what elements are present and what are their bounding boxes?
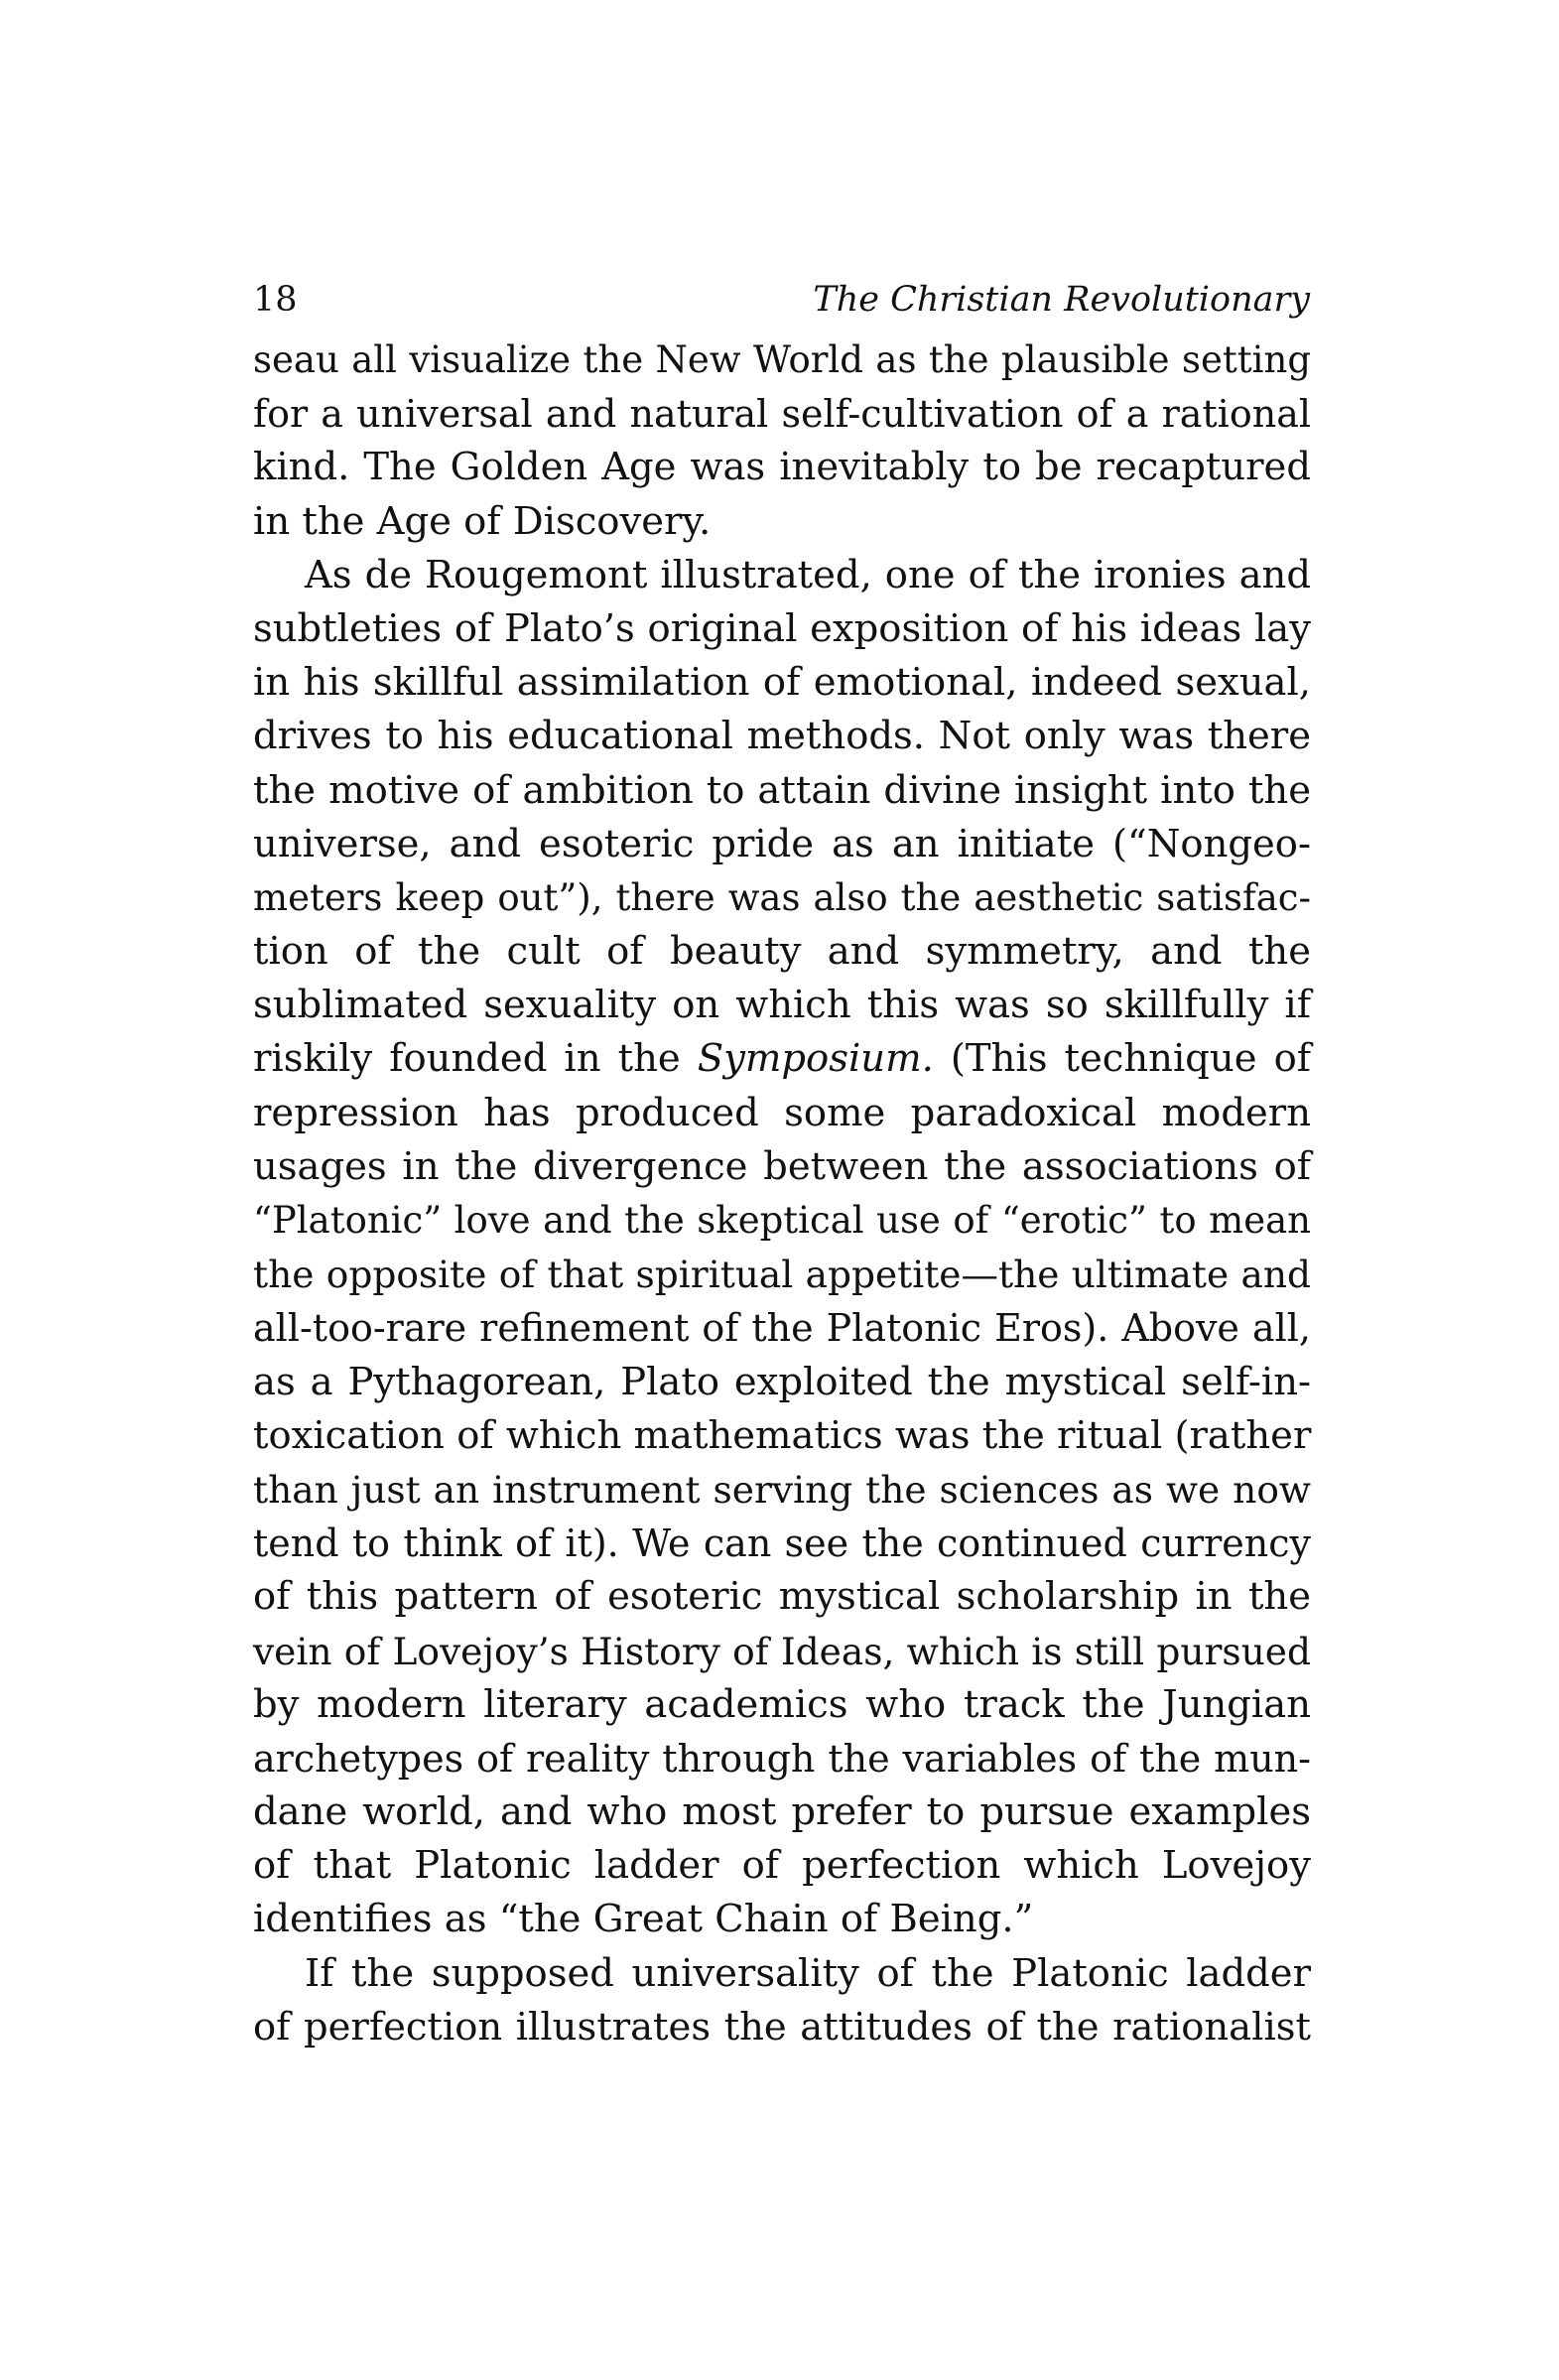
text-segment: seau all visualize the New World as the plausible setting — [253, 338, 1311, 381]
text-segment: meters keep out”), there was also the aesthetic satisfac- — [253, 875, 1311, 919]
text-line — [253, 1087, 1311, 1140]
text-line — [253, 495, 1311, 549]
text-line — [253, 441, 1311, 494]
text-line — [253, 710, 1311, 763]
text-line — [253, 818, 1311, 871]
text-line — [253, 1785, 1311, 1839]
text-segment: of this pattern of esoteric mystical scholarship in the — [253, 1574, 1311, 1620]
text-line — [253, 1032, 1311, 1086]
text-segment: drives to his educational methods. Not only was there — [253, 714, 1311, 759]
text-line — [253, 1248, 1311, 1301]
text-line — [253, 764, 1311, 818]
text-line — [253, 1140, 1311, 1194]
text-line — [253, 979, 1311, 1032]
text-segment: in his skillful assimilation of emotional, indeed sexual, — [253, 660, 1311, 706]
text-segment: identifies as “the Great Chain of Being.” — [253, 1897, 1034, 1942]
text-segment: by modern literary academics who track the Jungian — [253, 1681, 1311, 1727]
text-segment: the motive of ambition to attain divine insight into the — [253, 767, 1311, 813]
text-line — [253, 1839, 1311, 1893]
text-segment: tend to think of it). We can see the continued currency — [253, 1521, 1311, 1566]
text-line — [253, 1732, 1311, 1785]
text-line — [253, 1678, 1311, 1732]
text-line — [253, 387, 1311, 441]
text-line — [253, 549, 1311, 602]
text-segment: kind. The Golden Age was inevitably to be recaptured — [253, 445, 1311, 490]
text-line — [253, 1301, 1311, 1355]
text-line — [253, 1194, 1311, 1248]
text-line — [253, 1625, 1311, 1678]
text-segment: all-too-rare refinement of the Platonic Eros). Above all, — [253, 1306, 1311, 1351]
text-segment: If the supposed universality of the Platonic ladder — [305, 1950, 1311, 1996]
text-line — [253, 333, 1311, 387]
page-number: 18 — [253, 280, 298, 320]
text-line — [253, 656, 1311, 710]
text-segment: vein of Lovejoy’s History of Ideas, which is still pursued — [253, 1629, 1311, 1673]
text-segment: (This technique of — [933, 1036, 1312, 1082]
text-segment: the opposite of that spiritual appetite—the ultimate and — [253, 1253, 1311, 1297]
text-segment: toxication of which mathematics was the ritual (rather — [253, 1412, 1312, 1458]
text-segment: of that Platonic ladder of perfection which Lovejoy — [253, 1843, 1311, 1889]
text-segment: dane world, and who most prefer to pursue examples — [253, 1789, 1311, 1835]
text-segment: sublimated sexuality on which this was so skillfully if — [253, 983, 1311, 1028]
text-segment: universe, and esoteric pride as an initiate (“Nongeo- — [253, 821, 1311, 866]
text-segment: riskily founded in the — [253, 1036, 698, 1082]
text-line — [253, 1947, 1311, 2001]
text-line — [253, 602, 1311, 656]
text-line — [253, 925, 1311, 979]
text-line — [253, 871, 1311, 925]
text-segment: of perfection illustrates the attitudes of the rationalist — [253, 2004, 1311, 2049]
text-segment: As de Rougemont illustrated, one of the ironies and — [305, 552, 1311, 597]
text-line — [253, 2001, 1311, 2054]
text-segment: tion of the cult of beauty and symmetry, and the — [253, 929, 1311, 975]
running-title: The Christian Revolutionary — [813, 280, 1310, 320]
text-line — [253, 1570, 1311, 1624]
text-segment: for a universal and natural self-cultivation of a rational — [253, 392, 1311, 437]
text-segment: archetypes of reality through the variables of the mun- — [253, 1736, 1311, 1781]
text-segment: than just an instrument serving the sciences as we now — [253, 1467, 1311, 1512]
text-line — [253, 1463, 1311, 1517]
text-line — [253, 1409, 1311, 1463]
text-segment: in the Age of Discovery. — [253, 498, 712, 544]
text-segment: repression has produced some paradoxical modern — [253, 1090, 1311, 1135]
text-segment: “Platonic” love and the skeptical use of “erotic” to mean — [253, 1199, 1311, 1242]
text-line — [253, 1356, 1311, 1409]
body-text — [253, 333, 1311, 2054]
text-segment: subtleties of Plato’s original exposition of his ideas lay — [253, 605, 1311, 651]
text-segment: usages in the divergence between the associations of — [253, 1143, 1311, 1189]
text-segment: as a Pythagorean, Plato exploited the mystical self-in- — [253, 1359, 1311, 1404]
italic-title: Symposium. — [697, 1036, 934, 1082]
text-line — [253, 1517, 1311, 1570]
running-head — [253, 280, 1310, 330]
text-line — [253, 1893, 1311, 1946]
